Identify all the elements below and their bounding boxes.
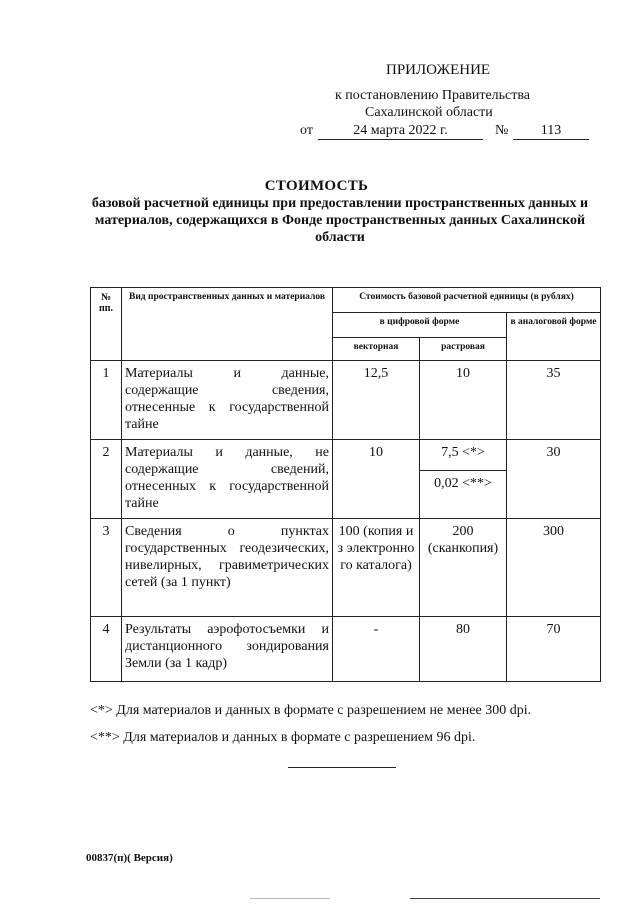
table-row [91,361,601,440]
row-analog: 300 [507,519,601,617]
row-number: 2 [91,440,122,519]
document-title: СТОИМОСТЬ [264,178,369,194]
row-number: 3 [91,519,122,617]
header-vector: векторная [333,338,420,361]
raster-value-300dpi: 7,5 <*> [441,445,485,460]
resolution-date: 24 марта 2022 г. [318,123,483,140]
row-analog: 30 [507,440,601,519]
footnote-96dpi: <**> Для материалов и данных в формате с разрешением 96 dpi. [90,730,476,745]
table-row [91,519,601,617]
row-type: Сведения о пунктах государственных геодезических, нивелирных, гравиметрических сетей (за 1 пункт) [122,519,333,617]
table-row [91,440,601,519]
row-raster [420,440,507,519]
cost-table [90,287,601,682]
row-type: Материалы и данные, не содержащие сведений, отнесенных к государственной тайне [122,440,333,519]
header-cost: Стоимость базовой расчетной единицы (в рублях) [333,288,601,313]
row-vector: 100 (копия из электронного каталога) [333,519,420,617]
row-raster: 200 (сканкопия) [420,519,507,617]
scan-artifact-line [250,898,330,899]
row-raster: 10 [420,361,507,440]
table-row [91,617,601,682]
header-digital: в цифровой форме [333,313,507,338]
from-label: от [300,123,313,138]
number-label: № [495,123,509,138]
annex-region-line: Сахалинской области [365,105,493,120]
document-code: 00837(п)( Версия) [86,852,173,864]
closing-rule [288,767,396,768]
header-raster: растровая [420,338,507,361]
row-raster: 80 [420,617,507,682]
document-subtitle: базовой расчетной единицы при предоставлении пространственных данных и материалов, содержащихся в Фонде пространственных данных Сахалинской области [91,196,589,245]
row-type: Материалы и данные, содержащие сведения, отнесенные к государственной тайне [122,361,333,440]
row-analog: 70 [507,617,601,682]
resolution-number: 113 [513,123,589,140]
header-analog: в аналоговой форме [507,313,601,361]
raster-value-96dpi: 0,02 <**> [420,470,506,496]
scan-artifact-line [410,898,600,899]
row-vector: 10 [333,440,420,519]
row-vector: 12,5 [333,361,420,440]
annex-resolution-line: к постановлению Правительства [335,88,531,103]
annex-date-row [300,123,600,143]
row-vector: - [333,617,420,682]
row-number: 1 [91,361,122,440]
footnote-300dpi: <*> Для материалов и данных в формате с разрешением не менее 300 dpi. [90,703,532,718]
row-type: Результаты аэрофотосъемки и дистанционного зондирования Земли (за 1 кадр) [122,617,333,682]
row-number: 4 [91,617,122,682]
header-number: № пп. [91,288,122,361]
header-type: Вид пространственных данных и материалов [122,288,333,361]
row-analog: 35 [507,361,601,440]
annex-title: ПРИЛОЖЕНИЕ [386,62,491,78]
